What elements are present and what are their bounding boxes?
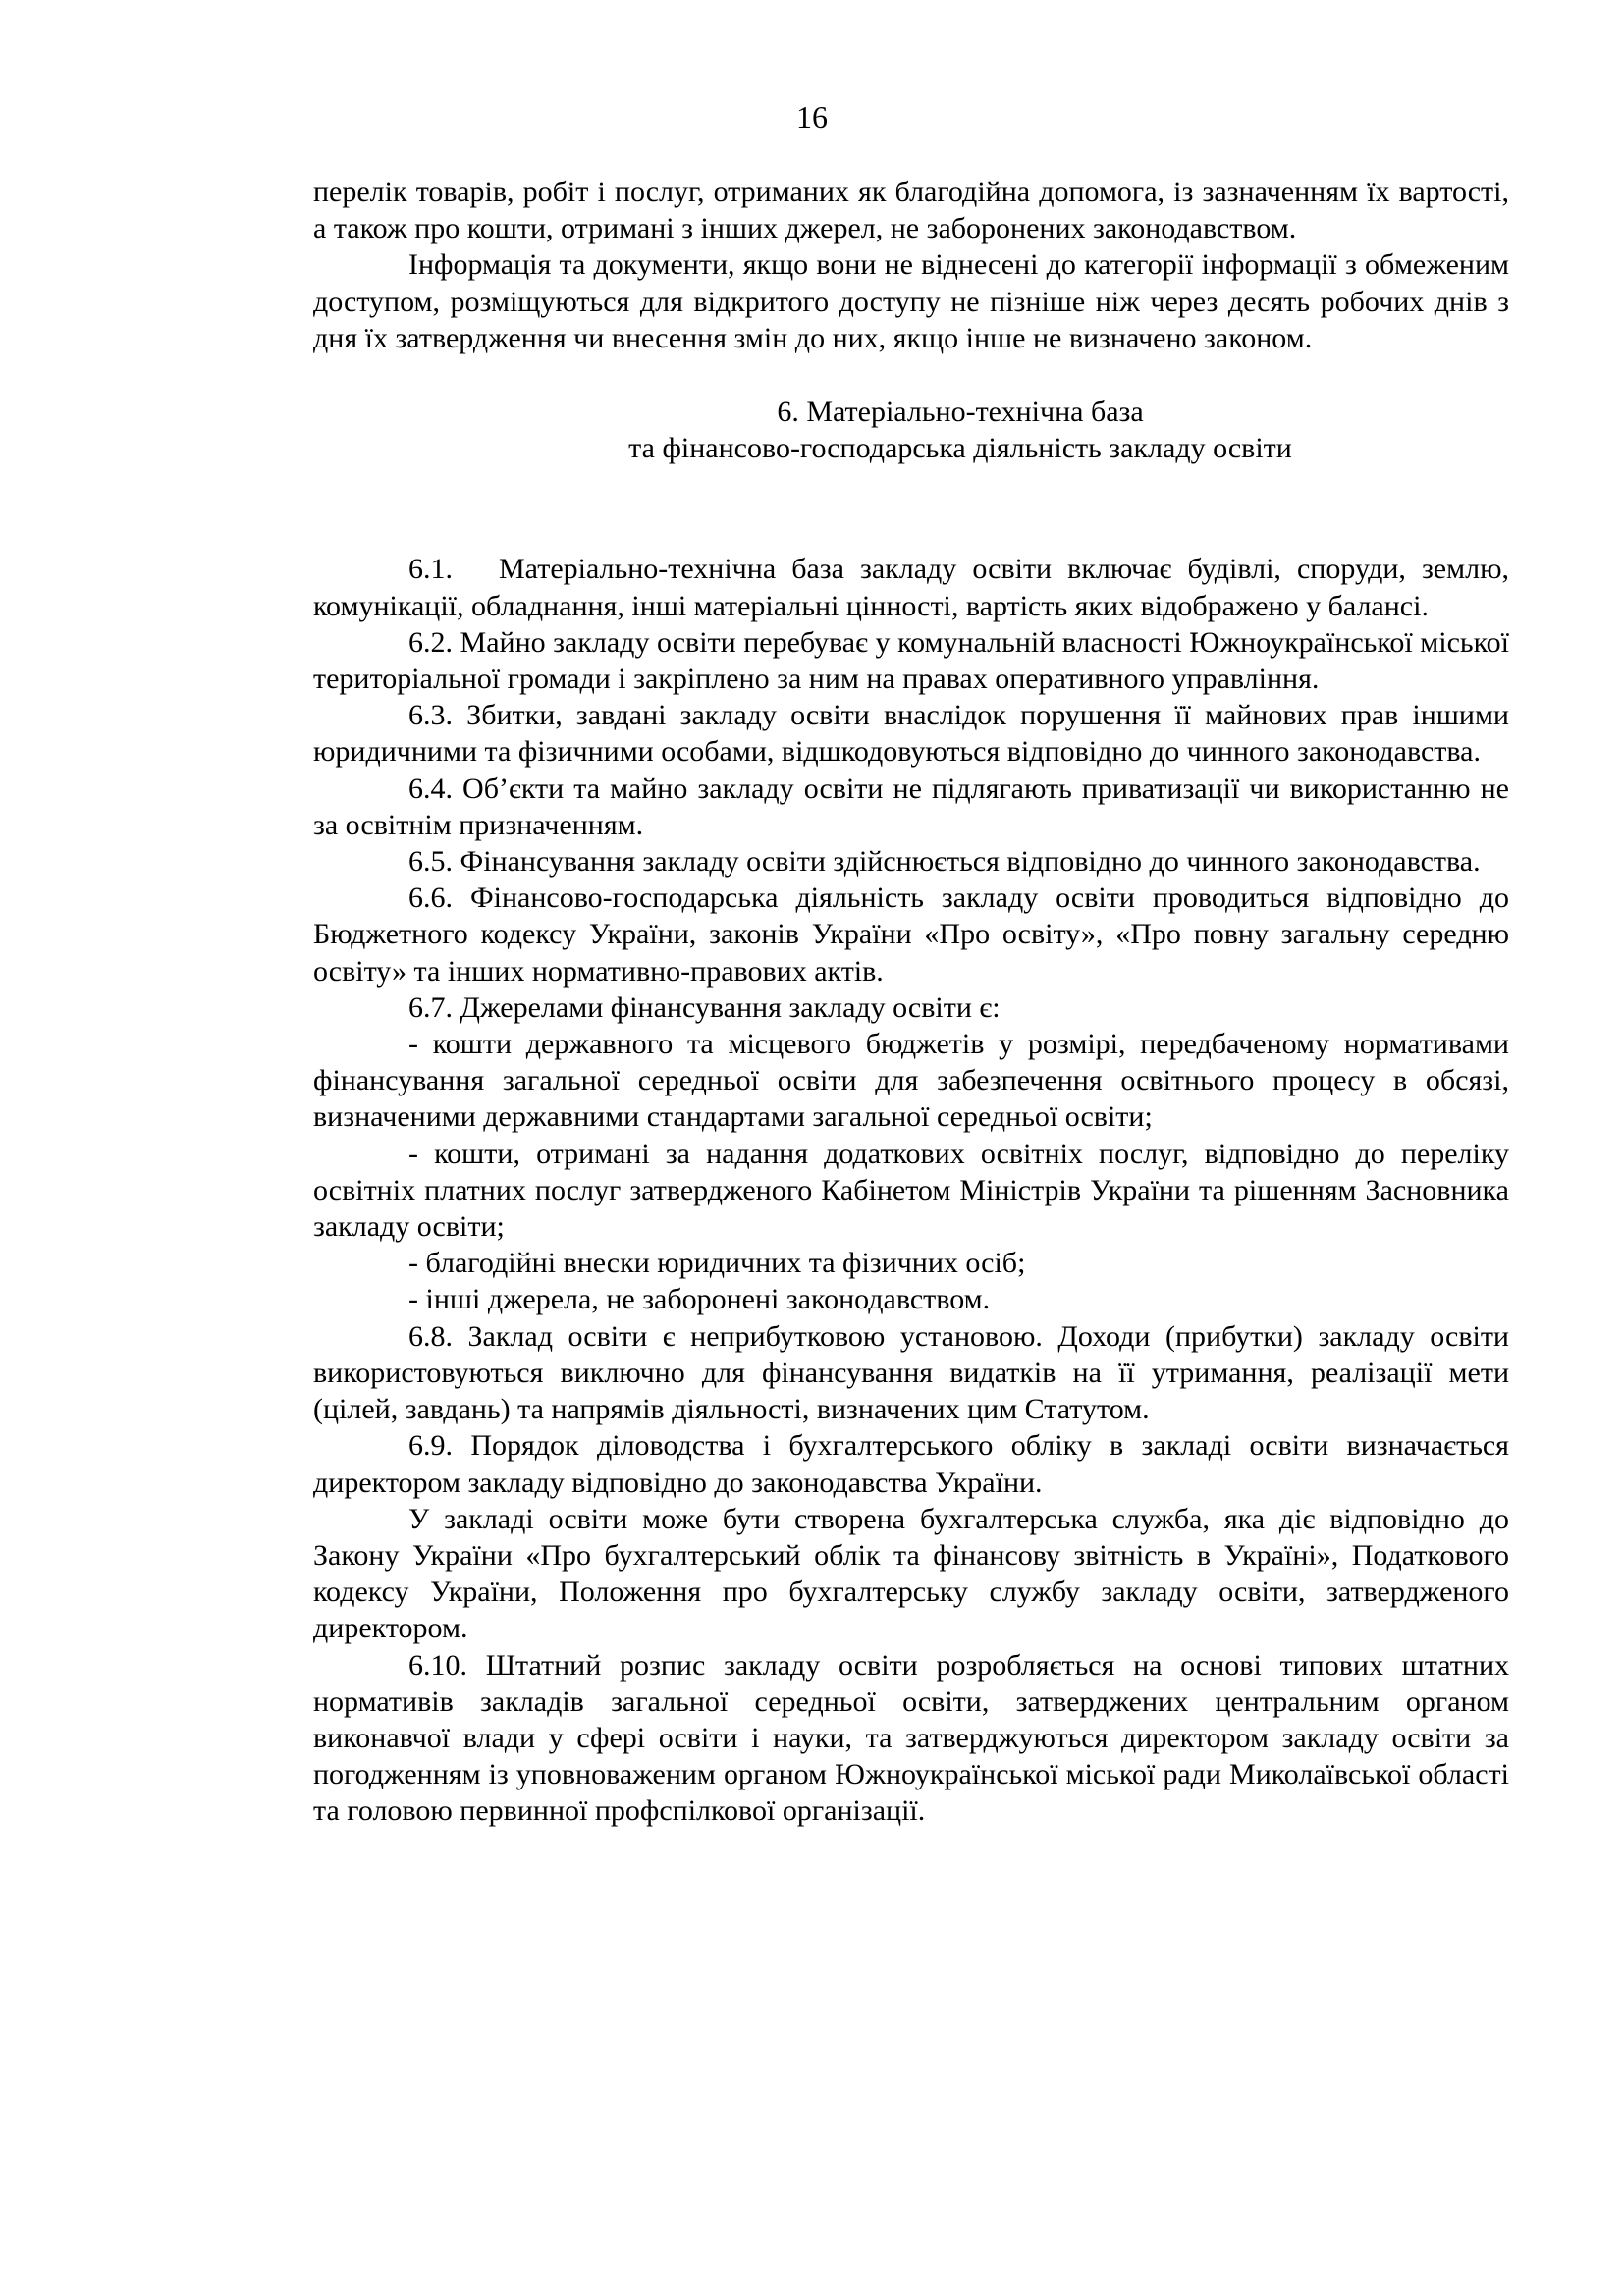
document-body — [313, 174, 1509, 1830]
paragraph-6-1 — [313, 551, 1509, 623]
paragraph-6-9: 6.9. Порядок діловодства і бухгалтерського обліку в закладі освіти визначається директором закладу відповідно до законодавства України. — [313, 1429, 1509, 1499]
page-number: 16 — [796, 99, 828, 134]
section-heading-line-1: 6. Матеріально-технічна база — [777, 396, 1144, 429]
paragraph-6-4: 6.4. Об’єкти та майно закладу освіти не підлягають приватизації чи використанню не за освітнім призначенням. — [313, 772, 1509, 841]
paragraph-6-5: 6.5. Фінансування закладу освіти здійснюється відповідно до чинного законодавства. — [408, 845, 1481, 879]
paragraph-6-7: 6.7. Джерелами фінансування закладу освіти є: — [408, 990, 1001, 1024]
paragraph-6-2: 6.2. Майно закладу освіти перебуває у комунальній власності Южноукраїнської міської територіальної громади і закріплено за ним на правах оперативного управління. — [313, 625, 1509, 696]
paragraph-6-1-number: 6.1. — [408, 553, 453, 586]
funding-source-item: - кошти державного та місцевого бюджетів у розмірі, передбаченому нормативами фінансування загальної середньої освіти для забезпечення освітнього процесу в обсязі, визначеними державними стандартами загальної середньої освіти; — [313, 1028, 1509, 1134]
paragraph-6-3: 6.3. Збитки, завдані закладу освіти внаслідок порушення її майнових прав іншими юридичними та фізичними особами, відшкодовуються відповідно до чинного законодавства. — [313, 699, 1509, 769]
funding-source-item: - благодійні внески юридичних та фізичних осіб; — [408, 1247, 1026, 1280]
funding-source-item: - кошти, отримані за надання додаткових освітніх послуг, відповідно до переліку освітніх платних послуг затвердженого Кабінетом Міністрів України та рішенням Засновника закладу освіти; — [313, 1137, 1509, 1244]
paragraph-continuation: перелік товарів, робіт і послуг, отриманих як благодійна допомога, із зазначенням їх вартості, а також про кошти, отримані з інших джерел, не заборонених законодавством. — [313, 176, 1509, 245]
section-heading — [313, 394, 1509, 466]
paragraph-6-10: 6.10. Штатний розпис закладу освіти розробляється на основі типових штатних нормативів закладів загальної середньої освіти, затверджених центральним органом виконавчої влади у сфері освіти і науки, та затверджуються директором закладу освіти за погодженням із уповноваженим органом Южноукраїнської міської ради Миколаївської області та головою первинної профспілкової організації. — [313, 1648, 1509, 1828]
paragraph-accounting-service: У закладі освіти може бути створена бухгалтерська служба, яка діє відповідно до Закону України «Про бухгалтерський облік та фінансову звітність в Україні», Податкового кодексу України, Положення про бухгалтерську службу закладу освіти, затвердженого директором. — [313, 1502, 1509, 1645]
paragraph-6-6: 6.6. Фінансово-господарська діяльність закладу освіти проводиться відповідно до Бюджетного кодексу України, законів України «Про освіту», «Про повну загальну середню освіту» та інших нормативно-правових актів. — [313, 881, 1509, 988]
paragraph-6-1-text: Матеріально-технічна база закладу освіти включає будівлі, споруди, землю, комунікації, обладнання, інші матеріальні цінності, вартість яких відображено у балансі. — [313, 553, 1509, 622]
paragraph-6-8: 6.8. Заклад освіти є неприбутковою установою. Доходи (прибутки) закладу освіти використовуються виключно для фінансування видатків на її утримання, реалізації мети (цілей, завдань) та напрямів діяльності, визначених цим Статутом. — [313, 1319, 1509, 1426]
paragraph-information-access: Інформація та документи, якщо вони не віднесені до категорії інформації з обмеженим доступом, розміщуються для відкритого доступу не пізніше ніж через десять робочих днів з дня їх затвердження чи внесення змін до них, якщо інше не визначено законом. — [313, 248, 1509, 354]
section-heading-line-2: та фінансово-господарська діяльність закладу освіти — [628, 432, 1292, 465]
funding-source-item: - інші джерела, не заборонені законодавством. — [408, 1283, 991, 1316]
